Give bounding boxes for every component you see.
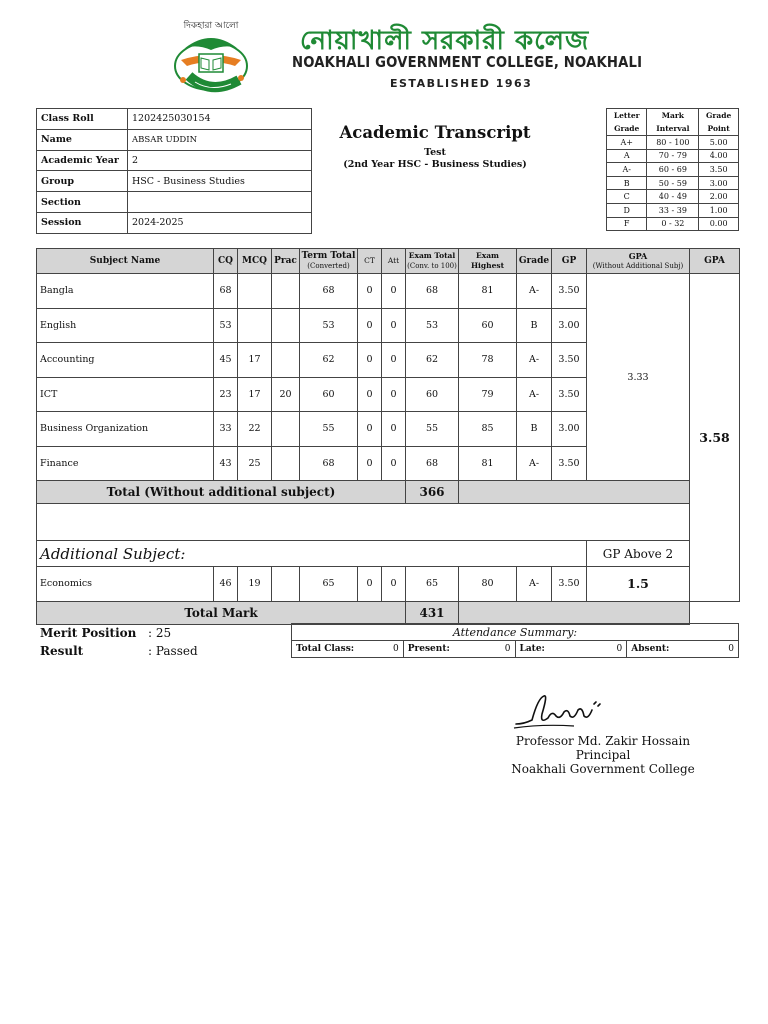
exam-total: 60 <box>406 377 459 412</box>
gp: 3.50 <box>552 343 587 378</box>
att-mark: 0 <box>382 343 406 378</box>
attendance-total-class: Total Class: 0 <box>292 641 404 658</box>
scale-row <box>607 190 739 204</box>
principal-signature <box>512 690 604 734</box>
subject-name: Finance <box>37 446 214 481</box>
prac-mark <box>272 308 300 343</box>
header-exam-highest: Exam Highest <box>459 249 517 274</box>
info-row-academic-year <box>37 150 312 171</box>
established-year: ESTABLISHED 1963 <box>390 77 533 90</box>
prac-mark <box>272 446 300 481</box>
mcq-mark: 17 <box>238 377 272 412</box>
attendance-values-row <box>292 641 739 658</box>
mcq-mark <box>238 274 272 309</box>
attendance-absent: Absent: 0 <box>627 641 739 658</box>
mcq-mark: 25 <box>238 446 272 481</box>
scale-header-row <box>607 109 739 136</box>
attendance-late: Late: 0 <box>515 641 627 658</box>
info-label: Name <box>37 129 128 150</box>
scale-grade: C <box>607 190 647 204</box>
header-grade: Grade <box>517 249 552 274</box>
exam-highest: 79 <box>459 377 517 412</box>
scale-header-grade: Letter Grade <box>607 109 647 136</box>
logo-motto: দিকহারা আলো <box>183 21 239 31</box>
term-total: 62 <box>300 343 358 378</box>
college-logo <box>165 14 257 100</box>
marks-header-row <box>37 249 740 274</box>
info-label: Group <box>37 171 128 192</box>
info-row-name <box>37 129 312 150</box>
merit-row <box>40 624 198 642</box>
att-mark: 0 <box>382 446 406 481</box>
scale-interval: 33 - 39 <box>647 203 699 217</box>
additional-header-row <box>37 541 740 567</box>
attendance-title-row <box>292 624 739 641</box>
exam-highest: 81 <box>459 274 517 309</box>
scale-point: 3.50 <box>699 163 739 177</box>
spacer-row <box>37 504 740 541</box>
gp-above-value: 1.5 <box>587 567 690 602</box>
exam-total: 53 <box>406 308 459 343</box>
scale-point: 4.00 <box>699 149 739 163</box>
subject-name: Business Organization <box>37 412 214 447</box>
signatory-designation: Principal <box>575 748 631 762</box>
cq-mark: 33 <box>214 412 238 447</box>
mcq-mark: 19 <box>238 567 272 602</box>
cq-mark: 46 <box>214 567 238 602</box>
grade: A- <box>517 343 552 378</box>
exam-total: 68 <box>406 274 459 309</box>
scale-point: 3.00 <box>699 176 739 190</box>
ct-mark: 0 <box>358 377 382 412</box>
header-gpa: GPA <box>690 249 740 274</box>
merit-result-block <box>40 624 198 660</box>
cq-mark: 23 <box>214 377 238 412</box>
subject-name: ICT <box>37 377 214 412</box>
exam-total: 55 <box>406 412 459 447</box>
gp: 3.50 <box>552 567 587 602</box>
header-mcq: MCQ <box>238 249 272 274</box>
ct-mark: 0 <box>358 343 382 378</box>
total-without-additional-value: 366 <box>406 481 459 504</box>
ct-mark: 0 <box>358 308 382 343</box>
att-mark: 0 <box>382 377 406 412</box>
exam-name: Test <box>424 147 446 158</box>
scale-row <box>607 149 739 163</box>
additional-subject-row <box>37 567 740 602</box>
ct-mark: 0 <box>358 274 382 309</box>
exam-highest: 85 <box>459 412 517 447</box>
grade: A- <box>517 446 552 481</box>
info-label: Class Roll <box>37 109 128 130</box>
grade: B <box>517 412 552 447</box>
term-total: 55 <box>300 412 358 447</box>
student-info-table <box>36 108 312 234</box>
scale-interval: 50 - 59 <box>647 176 699 190</box>
exam-total: 65 <box>406 567 459 602</box>
scale-point: 1.00 <box>699 203 739 217</box>
gp: 3.50 <box>552 446 587 481</box>
spacer <box>37 504 690 541</box>
mcq-mark <box>238 308 272 343</box>
header-att: Att <box>382 249 406 274</box>
info-label: Section <box>37 192 128 213</box>
result-label: Result <box>40 644 84 658</box>
exam-subtitle: (2nd Year HSC - Business Studies) <box>343 159 527 170</box>
term-total: 60 <box>300 377 358 412</box>
header-gpa-without-additional: GPA (Without Additional Subj) <box>587 249 690 274</box>
scale-interval: 70 - 79 <box>647 149 699 163</box>
result-value: : Passed <box>148 644 198 658</box>
scale-grade: A- <box>607 163 647 177</box>
subject-name: English <box>37 308 214 343</box>
ct-mark: 0 <box>358 412 382 447</box>
gp-above-label: GP Above 2 <box>587 541 690 567</box>
college-name-bengali: নোয়াখালী সরকারী কলেজ <box>300 26 590 56</box>
info-value: HSC - Business Studies <box>128 171 312 192</box>
att-mark: 0 <box>382 412 406 447</box>
info-value: 1202425030154 <box>128 109 312 130</box>
cq-mark: 68 <box>214 274 238 309</box>
merit-value: : 25 <box>148 626 172 640</box>
att-mark: 0 <box>382 274 406 309</box>
prac-mark <box>272 412 300 447</box>
grade: A- <box>517 377 552 412</box>
grading-scale-table <box>606 108 739 231</box>
marks-table <box>36 248 740 625</box>
subject-name: Bangla <box>37 274 214 309</box>
att-mark: 0 <box>382 308 406 343</box>
total-mark-row <box>37 601 740 624</box>
prac-mark <box>272 567 300 602</box>
gpa-without-additional: 3.33 <box>587 274 690 481</box>
attendance-present: Present: 0 <box>403 641 515 658</box>
att-mark: 0 <box>382 567 406 602</box>
term-total: 68 <box>300 446 358 481</box>
info-value: 2024-2025 <box>128 212 312 233</box>
scale-row <box>607 136 739 150</box>
total-mark-label: Total Mark <box>37 601 406 624</box>
total-without-additional-label: Total (Without additional subject) <box>37 481 406 504</box>
result-row <box>40 642 198 660</box>
scale-row <box>607 176 739 190</box>
scale-grade: A+ <box>607 136 647 150</box>
gp: 3.00 <box>552 412 587 447</box>
scale-grade: D <box>607 203 647 217</box>
header-prac: Prac <box>272 249 300 274</box>
exam-highest: 60 <box>459 308 517 343</box>
total-mark-value: 431 <box>406 601 459 624</box>
scale-header-interval: Mark Interval <box>647 109 699 136</box>
grade: A- <box>517 567 552 602</box>
merit-label: Merit Position <box>40 626 137 640</box>
scale-point: 5.00 <box>699 136 739 150</box>
total-without-additional-row <box>37 481 740 504</box>
header-cq: CQ <box>214 249 238 274</box>
header-ct: CT <box>358 249 382 274</box>
scale-interval: 0 - 32 <box>647 217 699 231</box>
header-gp: GP <box>552 249 587 274</box>
scale-grade: F <box>607 217 647 231</box>
cq-mark: 43 <box>214 446 238 481</box>
info-row-session <box>37 212 312 233</box>
prac-mark <box>272 274 300 309</box>
scale-point: 2.00 <box>699 190 739 204</box>
info-label: Session <box>37 212 128 233</box>
total-filler <box>459 601 690 624</box>
term-total: 65 <box>300 567 358 602</box>
info-label: Academic Year <box>37 150 128 171</box>
total-filler <box>459 481 690 504</box>
signatory-institution: Noakhali Government College <box>511 762 695 776</box>
info-row-group <box>37 171 312 192</box>
college-name-english: NOAKHALI GOVERNMENT COLLEGE, NOAKHALI <box>292 53 643 71</box>
mcq-mark: 17 <box>238 343 272 378</box>
cq-mark: 45 <box>214 343 238 378</box>
exam-highest: 81 <box>459 446 517 481</box>
scale-interval: 60 - 69 <box>647 163 699 177</box>
info-row-class-roll <box>37 109 312 130</box>
attendance-table <box>291 623 739 658</box>
attendance-title: Attendance Summary: <box>292 624 739 641</box>
info-row-section <box>37 192 312 213</box>
cq-mark: 53 <box>214 308 238 343</box>
scale-row <box>607 217 739 231</box>
signatory-block <box>503 734 703 776</box>
signatory-name: Professor Md. Zakir Hossain <box>515 734 691 748</box>
subject-name: Accounting <box>37 343 214 378</box>
scale-grade: B <box>607 176 647 190</box>
header-term-total: Term Total (Converted) <box>300 249 358 274</box>
exam-total: 68 <box>406 446 459 481</box>
header-exam-total: Exam Total (Conv. to 100) <box>406 249 459 274</box>
exam-total: 62 <box>406 343 459 378</box>
transcript-title: Academic Transcript <box>339 123 531 142</box>
grade: B <box>517 308 552 343</box>
additional-subject-label: Additional Subject: <box>37 541 587 567</box>
scale-interval: 80 - 100 <box>647 136 699 150</box>
term-total: 53 <box>300 308 358 343</box>
ct-mark: 0 <box>358 446 382 481</box>
prac-mark <box>272 343 300 378</box>
scale-grade: A <box>607 149 647 163</box>
gp: 3.50 <box>552 377 587 412</box>
subject-row <box>37 274 740 309</box>
scale-point: 0.00 <box>699 217 739 231</box>
subject-name: Economics <box>37 567 214 602</box>
gp: 3.00 <box>552 308 587 343</box>
gp: 3.50 <box>552 274 587 309</box>
info-value: 2 <box>128 150 312 171</box>
exam-highest: 78 <box>459 343 517 378</box>
prac-mark: 20 <box>272 377 300 412</box>
scale-header-point: Grade Point <box>699 109 739 136</box>
info-value <box>128 192 312 213</box>
ct-mark: 0 <box>358 567 382 602</box>
grade: A- <box>517 274 552 309</box>
scale-row <box>607 203 739 217</box>
scale-row <box>607 163 739 177</box>
gpa-value: 3.58 <box>690 274 740 602</box>
info-value: ABSAR UDDIN <box>128 129 312 150</box>
scale-interval: 40 - 49 <box>647 190 699 204</box>
exam-highest: 80 <box>459 567 517 602</box>
header-subject: Subject Name <box>37 249 214 274</box>
mcq-mark: 22 <box>238 412 272 447</box>
term-total: 68 <box>300 274 358 309</box>
